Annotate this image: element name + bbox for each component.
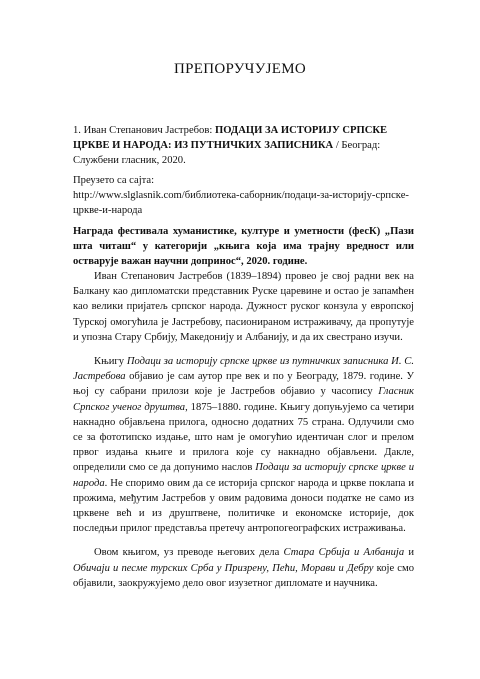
- paragraph-text: објавио је сам аутор пре век и по у Београду, 1879. године. У њој су сабрани прилози које је Јастребов објавио у часопису: [73, 371, 414, 398]
- source-url-line-2: цркве-и-народа: [73, 205, 143, 217]
- source-label: Преузето са сајта:: [73, 175, 155, 186]
- book-entry: [73, 123, 415, 169]
- paragraph-book-history: [73, 354, 414, 536]
- entry-imprint: / Београд: Службени гласник, 2020.: [73, 140, 381, 167]
- book-title-italic: Подаци за историју српске цркве из путничких записника И. С. Јастребова: [73, 356, 415, 383]
- entry-title: ПОДАЦИ ЗА ИСТОРИЈУ СРПСКЕ ЦРКВЕ И НАРОДА: ИЗ ПУТНИЧКИХ ЗАПИСНИКА: [73, 125, 388, 152]
- paragraph-text: које смо објавили, заокружујемо дело овог изузетног дипломате и научника.: [73, 562, 414, 589]
- body-text: [73, 269, 414, 591]
- book-title-italic: Обичаји и песме турских Срба у Призрену, Пећи, Морави и Дебру: [73, 562, 374, 574]
- source-block: [73, 173, 415, 219]
- paragraph-text: Књигу: [94, 356, 127, 368]
- paragraph-closing: [73, 545, 414, 591]
- page-heading: ПРЕПОРУЧУЈЕМО: [173, 61, 307, 77]
- entry-number: 1.: [73, 125, 81, 136]
- source-url-line-1: http://www.slglasnik.com/библиотека-саборник/подаци-за-историју-српске-: [73, 190, 409, 202]
- book-title-italic: Стара Србија и Албанија: [283, 547, 405, 559]
- paragraph-text: , 1875–1880. године. Књигу допуњујемо са четири накнадно објављена прилога, односно додатних 75 страна. Одлучили смо се за фототипско издање, што нам је омогућио идентичан слог и прелом првог издања књиге и прилога које су накнадно објављени. Дакле, определили смо се да допунимо наслов: [73, 401, 414, 474]
- paragraph-text: Овом књигом, уз преводе његових дела: [94, 547, 284, 559]
- award-note: Награда фестивала хуманистике, културе и уметности (фесК) „Пази шта читаш“ у категорији „књига која има трајну вредност или остварује важан научни допринос“, 2020. године.: [73, 226, 414, 268]
- paragraph-biography: Иван Степанович Јастребов (1839–1894) провео је свој радни век на Балкану као дипломатски представник Руске царевине и остао је запамћен као велики пријатељ српског народа. Дужност руског конзула у европској Турској омогућила је Јастребову, пасионираном истраживачу, да пропутује и упозна Стару Србију, Македонију и Албанију, и да их свестрано изучи.: [73, 271, 414, 343]
- paragraph-text: и: [404, 547, 414, 559]
- paragraph-text: . Не споримо овим да се историја српског народа и цркве поклапа и прожима, међутим Јастребов у овим радовима доноси податке не само из црквене већ и из друштвене, политичке и економске историје, док последњи прилог представља претечу антропогеографских истраживања.: [73, 477, 414, 535]
- journal-title-italic: Гласник Српског ученог друштва: [73, 386, 414, 413]
- book-title-italic: Подаци за историју српске цркве и народа: [73, 462, 415, 489]
- entry-author: Иван Степанович Јастребов:: [83, 125, 213, 136]
